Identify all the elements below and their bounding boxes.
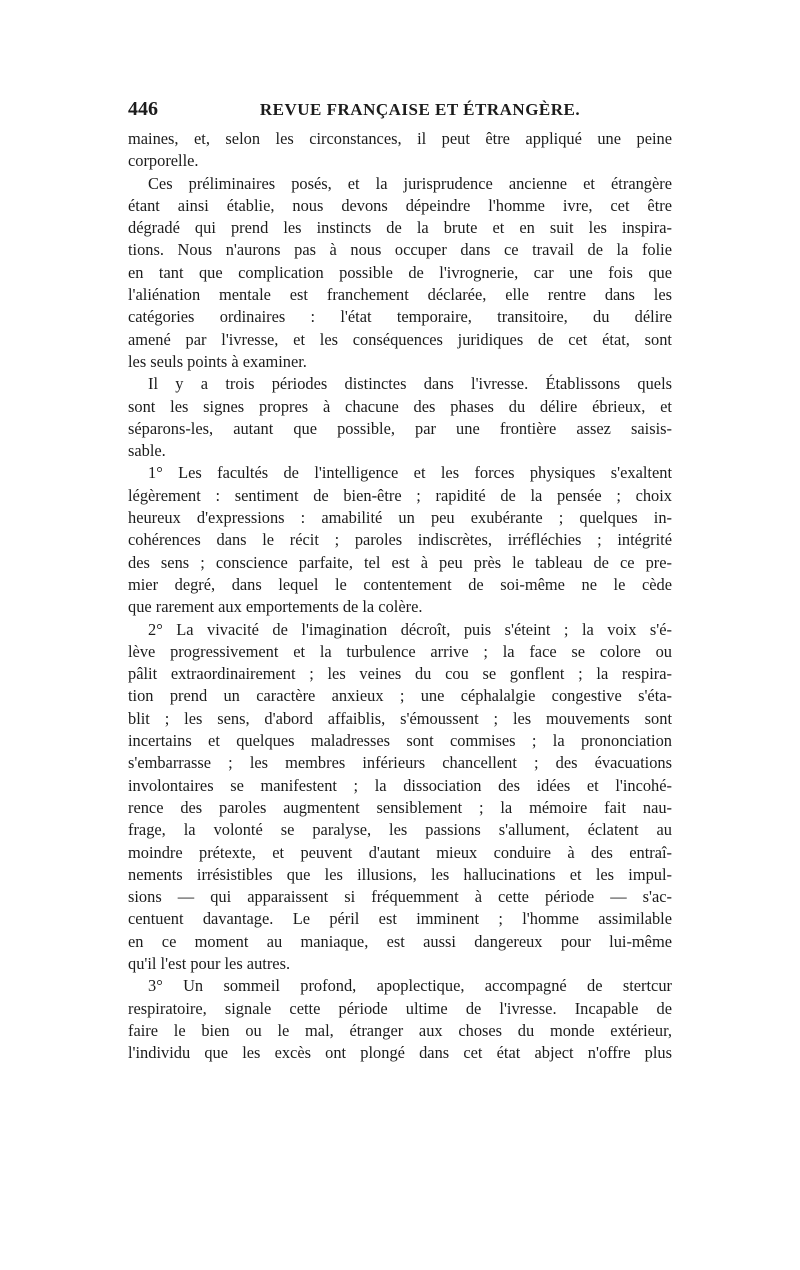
text-line: dégradé qui prend les instincts de la brute et en suit les inspira- xyxy=(128,218,672,238)
text-line: sions — qui apparaissent si fréquemment à cette période — s'ac- xyxy=(128,887,672,907)
text-line: corporelle. xyxy=(128,151,199,171)
text-line: involontaires se manifestent ; la dissociation des idées et l'incohé- xyxy=(128,775,672,795)
text-line: centuent davantage. Le péril est imminent ; l'homme assimilable xyxy=(128,909,672,929)
book-page xyxy=(128,96,672,1096)
text-line: 1° Les facultés de l'intelligence et les forces physiques s'exaltent xyxy=(148,463,672,483)
running-title: REVUE FRANÇAISE ET ÉTRANGÈRE. xyxy=(259,100,581,119)
text-line: blit ; les sens, d'abord affaiblis, s'émoussent ; les mouvements sont xyxy=(128,708,672,728)
text-line: Il y a trois périodes distinctes dans l'ivresse. Établissons quels xyxy=(148,374,672,394)
text-line: que rarement aux emportements de la colère. xyxy=(128,597,423,617)
text-line: des sens ; conscience parfaite, tel est à peu près le tableau de ce pre- xyxy=(128,552,672,572)
text-line: étant ainsi établie, nous devons dépeindre l'homme ivre, cet être xyxy=(128,195,672,215)
text-line: respiratoire, signale cette période ultime de l'ivresse. Incapable de xyxy=(128,998,672,1018)
text-line: les seuls points à examiner. xyxy=(128,351,307,371)
text-line: s'embarrasse ; les membres inférieurs chancellent ; des évacuations xyxy=(128,753,672,773)
page-number: 446 xyxy=(128,98,158,120)
text-line: nements irrésistibles que les illusions, les hallucinations et les impul- xyxy=(128,864,672,884)
text-line: l'individu que les excès ont plongé dans cet état abject n'offre plus xyxy=(128,1043,672,1063)
text-line: qu'il l'est pour les autres. xyxy=(128,953,291,973)
text-line: pâlit extraordinairement ; les veines du cou se gonflent ; la respira- xyxy=(128,664,672,684)
text-line: 2° La vivacité de l'imagination décroît, puis s'éteint ; la voix s'é- xyxy=(148,619,672,639)
text-line: amené par l'ivresse, et les conséquences juridiques de cet état, sont xyxy=(128,329,672,349)
text-line: Ces préliminaires posés, et la jurisprudence ancienne et étrangère xyxy=(148,173,672,193)
text-line: catégories ordinaires : l'état temporaire, transitoire, du délire xyxy=(128,307,672,327)
text-line: tions. Nous n'aurons pas à nous occuper dans ce travail de la folie xyxy=(128,240,672,260)
text-line: rence des paroles augmentent sensiblement ; la mémoire fait nau- xyxy=(128,797,672,817)
text-line: frage, la volonté se paralyse, les passions s'allument, éclatent au xyxy=(128,820,672,840)
text-line: séparons-les, autant que possible, par une frontière assez saisis- xyxy=(128,418,672,438)
text-line: heureux d'expressions : amabilité un peu exubérante ; quelques in- xyxy=(128,508,672,528)
text-line: mier degré, dans lequel le contentement de soi-même ne le cède xyxy=(128,574,672,594)
text-line: maines, et, selon les circonstances, il peut être appliqué une peine xyxy=(128,129,672,148)
text-line: en ce moment au maniaque, est aussi dangereux pour lui-même xyxy=(128,931,672,951)
body-text xyxy=(128,128,672,1064)
text-line: légèrement : sentiment de bien-être ; rapidité de la pensée ; choix xyxy=(128,485,672,505)
text-line: en tant que complication possible de l'ivrognerie, car une fois que xyxy=(128,262,672,282)
text-line: tion prend un caractère anxieux ; une céphalalgie congestive s'éta- xyxy=(128,686,672,706)
running-header xyxy=(128,96,672,126)
text-line: sont les signes propres à chacune des phases du délire ébrieux, et xyxy=(128,396,672,416)
text-line: l'aliénation mentale est franchement déclarée, elle rentre dans les xyxy=(128,285,672,305)
text-line: faire le bien ou le mal, étranger aux choses du monde extérieur, xyxy=(128,1020,672,1040)
text-line: 3° Un sommeil profond, apoplectique, accompagné de stertcur xyxy=(148,976,672,996)
text-line: cohérences dans le récit ; paroles indiscrètes, irréfléchies ; intégrité xyxy=(128,530,672,550)
text-line: lève progressivement et la turbulence arrive ; la face se colore ou xyxy=(128,641,672,661)
text-line: incertains et quelques maladresses sont commises ; la prononciation xyxy=(128,731,672,751)
text-line: sable. xyxy=(128,441,166,461)
text-line: moindre prétexte, et peuvent d'autant mieux conduire à des entraî- xyxy=(128,842,672,862)
